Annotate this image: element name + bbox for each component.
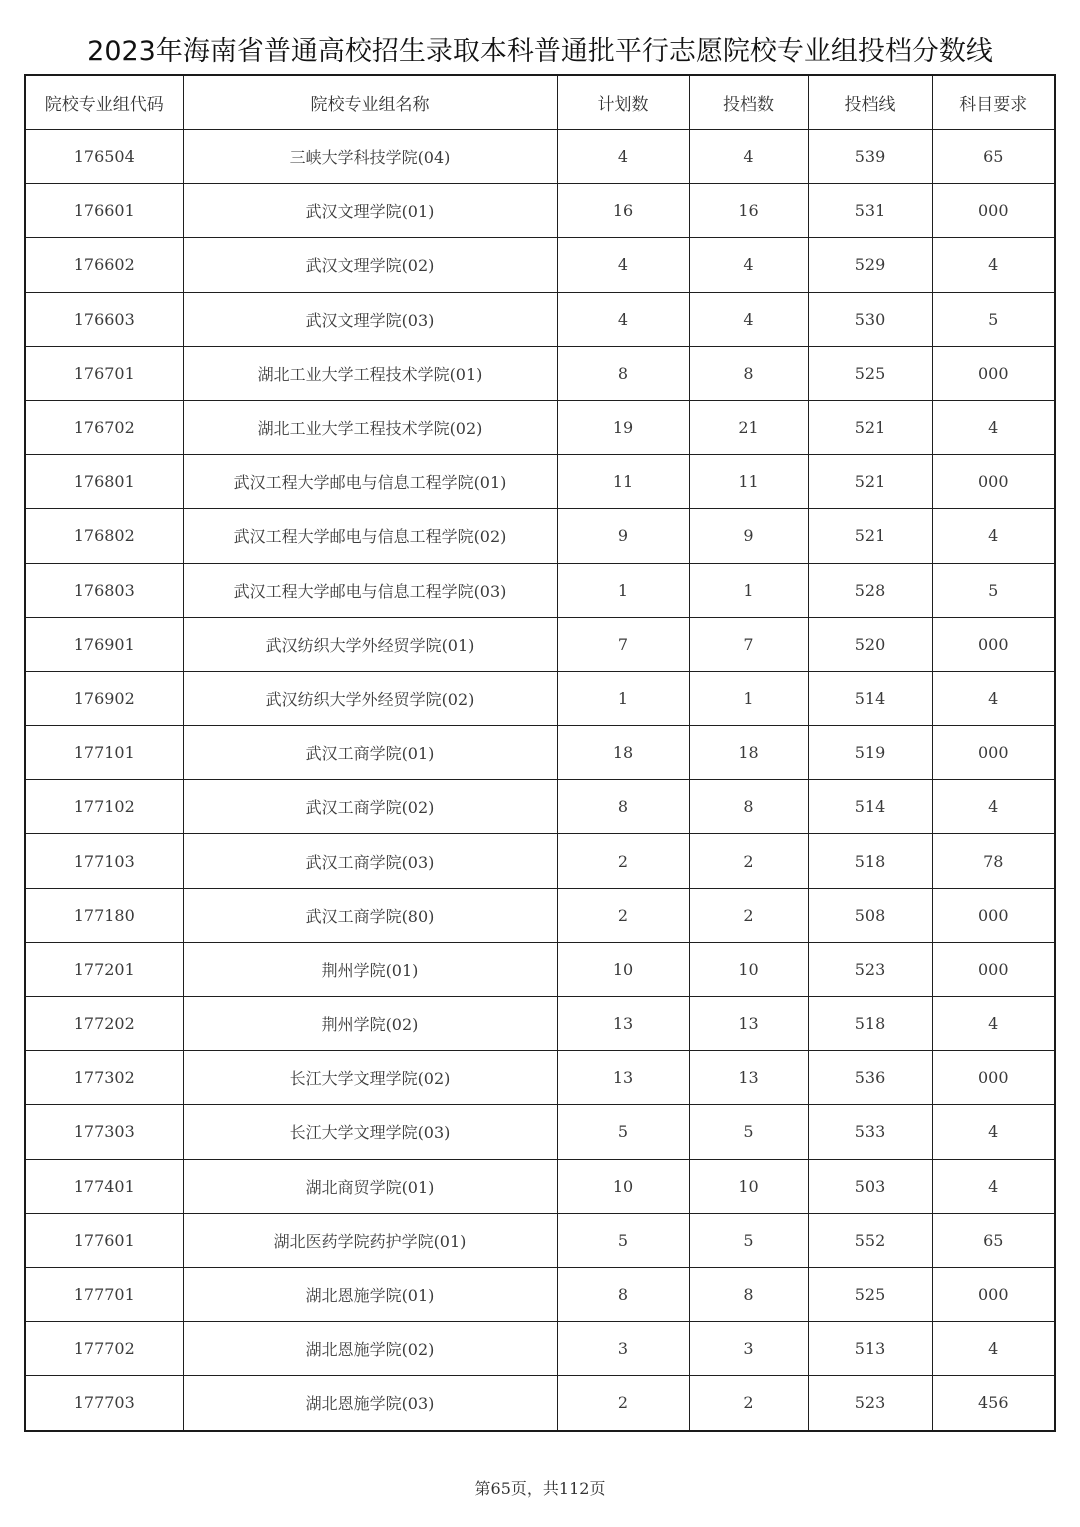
cell-admitted-count: 13 [689,997,808,1051]
cell-group-code: 177303 [25,1105,183,1159]
cell-group-name: 武汉工程大学邮电与信息工程学院(03) [183,563,557,617]
admission-score-table [24,74,1056,1432]
cell-group-code: 176802 [25,509,183,563]
cell-plan-count: 18 [557,726,689,780]
cell-plan-count: 2 [557,888,689,942]
cell-group-name: 武汉文理学院(02) [183,238,557,292]
cell-group-code: 177302 [25,1051,183,1105]
cell-plan-count: 4 [557,130,689,184]
cell-group-code: 176603 [25,292,183,346]
cell-plan-count: 7 [557,617,689,671]
table-row [25,184,1055,238]
cell-subject-requirement: 000 [932,617,1055,671]
cell-subject-requirement: 4 [932,238,1055,292]
cell-group-name: 湖北商贸学院(01) [183,1159,557,1213]
cell-group-code: 176601 [25,184,183,238]
cell-cutoff-score: 531 [808,184,932,238]
cell-admitted-count: 5 [689,1105,808,1159]
cell-group-code: 177401 [25,1159,183,1213]
cell-cutoff-score: 508 [808,888,932,942]
cell-plan-count: 8 [557,780,689,834]
cell-group-code: 177701 [25,1267,183,1321]
cell-subject-requirement: 4 [932,1105,1055,1159]
table-header-row [25,75,1055,130]
cell-subject-requirement: 4 [932,1159,1055,1213]
table-row [25,1051,1055,1105]
cell-subject-requirement: 65 [932,130,1055,184]
cell-admitted-count: 9 [689,509,808,563]
cell-group-name: 湖北恩施学院(01) [183,1267,557,1321]
cell-group-name: 武汉工程大学邮电与信息工程学院(01) [183,455,557,509]
cell-admitted-count: 3 [689,1322,808,1376]
cell-admitted-count: 2 [689,1376,808,1431]
cell-group-name: 武汉工商学院(01) [183,726,557,780]
table-body [25,130,1055,1431]
cell-cutoff-score: 514 [808,780,932,834]
cell-subject-requirement: 000 [932,455,1055,509]
cell-admitted-count: 4 [689,130,808,184]
cell-subject-requirement: 5 [932,292,1055,346]
cell-cutoff-score: 525 [808,1267,932,1321]
cell-group-name: 三峡大学科技学院(04) [183,130,557,184]
cell-plan-count: 16 [557,184,689,238]
table-row [25,455,1055,509]
cell-group-name: 湖北恩施学院(03) [183,1376,557,1431]
header-group-code: 院校专业组代码 [25,75,183,130]
cell-admitted-count: 1 [689,563,808,617]
cell-subject-requirement: 4 [932,671,1055,725]
cell-group-code: 177202 [25,997,183,1051]
cell-admitted-count: 10 [689,1159,808,1213]
cell-admitted-count: 8 [689,780,808,834]
cell-admitted-count: 2 [689,888,808,942]
cell-admitted-count: 1 [689,671,808,725]
cell-subject-requirement: 000 [932,726,1055,780]
cell-subject-requirement: 78 [932,834,1055,888]
cell-admitted-count: 10 [689,942,808,996]
cell-plan-count: 13 [557,1051,689,1105]
cell-cutoff-score: 523 [808,942,932,996]
header-cutoff-score: 投档线 [808,75,932,130]
header-group-name: 院校专业组名称 [183,75,557,130]
cell-plan-count: 2 [557,834,689,888]
table-row [25,238,1055,292]
table-row [25,292,1055,346]
cell-cutoff-score: 521 [808,509,932,563]
cell-group-name: 荆州学院(01) [183,942,557,996]
cell-group-name: 武汉工商学院(03) [183,834,557,888]
cell-subject-requirement: 4 [932,780,1055,834]
cell-subject-requirement: 4 [932,509,1055,563]
header-admitted-count: 投档数 [689,75,808,130]
table-row [25,1376,1055,1431]
table-row [25,1159,1055,1213]
cell-cutoff-score: 518 [808,834,932,888]
cell-admitted-count: 5 [689,1213,808,1267]
table-row [25,942,1055,996]
cell-subject-requirement: 000 [932,888,1055,942]
cell-cutoff-score: 525 [808,346,932,400]
table-row [25,1267,1055,1321]
cell-cutoff-score: 530 [808,292,932,346]
cell-cutoff-score: 539 [808,130,932,184]
cell-admitted-count: 11 [689,455,808,509]
cell-plan-count: 10 [557,942,689,996]
cell-cutoff-score: 503 [808,1159,932,1213]
cell-admitted-count: 4 [689,238,808,292]
cell-group-code: 177201 [25,942,183,996]
cell-admitted-count: 18 [689,726,808,780]
cell-group-name: 湖北恩施学院(02) [183,1322,557,1376]
table-row [25,834,1055,888]
table-row [25,997,1055,1051]
cell-cutoff-score: 552 [808,1213,932,1267]
cell-group-name: 长江大学文理学院(02) [183,1051,557,1105]
cell-group-code: 176901 [25,617,183,671]
table-row [25,130,1055,184]
cell-plan-count: 11 [557,455,689,509]
cell-admitted-count: 8 [689,346,808,400]
table-row [25,726,1055,780]
cell-admitted-count: 16 [689,184,808,238]
cell-group-name: 湖北工业大学工程技术学院(02) [183,400,557,454]
cell-group-code: 176801 [25,455,183,509]
cell-group-code: 177180 [25,888,183,942]
cell-plan-count: 5 [557,1105,689,1159]
cell-cutoff-score: 519 [808,726,932,780]
cell-group-name: 长江大学文理学院(03) [183,1105,557,1159]
cell-plan-count: 13 [557,997,689,1051]
cell-cutoff-score: 523 [808,1376,932,1431]
cell-group-name: 武汉文理学院(03) [183,292,557,346]
cell-admitted-count: 2 [689,834,808,888]
table-row [25,671,1055,725]
cell-group-name: 武汉工程大学邮电与信息工程学院(02) [183,509,557,563]
header-subject-requirement: 科目要求 [932,75,1055,130]
cell-subject-requirement: 000 [932,184,1055,238]
page-number: 第65页，共112页 [474,1479,606,1498]
cell-admitted-count: 13 [689,1051,808,1105]
cell-subject-requirement: 65 [932,1213,1055,1267]
cell-group-code: 177102 [25,780,183,834]
cell-group-name: 湖北工业大学工程技术学院(01) [183,346,557,400]
cell-group-name: 武汉工商学院(80) [183,888,557,942]
cell-plan-count: 19 [557,400,689,454]
cell-cutoff-score: 521 [808,400,932,454]
cell-group-name: 武汉纺织大学外经贸学院(02) [183,671,557,725]
cell-cutoff-score: 518 [808,997,932,1051]
cell-group-code: 177101 [25,726,183,780]
cell-subject-requirement: 4 [932,400,1055,454]
table-row [25,1213,1055,1267]
table-row [25,1105,1055,1159]
cell-plan-count: 1 [557,671,689,725]
cell-subject-requirement: 5 [932,563,1055,617]
cell-group-code: 177103 [25,834,183,888]
cell-subject-requirement: 000 [932,1051,1055,1105]
cell-admitted-count: 8 [689,1267,808,1321]
cell-subject-requirement: 4 [932,997,1055,1051]
cell-plan-count: 5 [557,1213,689,1267]
table-row [25,509,1055,563]
cell-cutoff-score: 529 [808,238,932,292]
cell-subject-requirement: 456 [932,1376,1055,1431]
cell-group-code: 176702 [25,400,183,454]
cell-plan-count: 4 [557,292,689,346]
cell-cutoff-score: 533 [808,1105,932,1159]
cell-cutoff-score: 514 [808,671,932,725]
cell-group-name: 湖北医药学院药护学院(01) [183,1213,557,1267]
document-title: 2023年海南省普通高校招生录取本科普通批平行志愿院校专业组投档分数线 [87,36,993,67]
cell-admitted-count: 4 [689,292,808,346]
cell-plan-count: 4 [557,238,689,292]
cell-group-code: 177601 [25,1213,183,1267]
cell-group-code: 176803 [25,563,183,617]
cell-group-code: 176902 [25,671,183,725]
cell-subject-requirement: 000 [932,942,1055,996]
cell-plan-count: 2 [557,1376,689,1431]
table-row [25,780,1055,834]
cell-group-code: 176504 [25,130,183,184]
cell-subject-requirement: 000 [932,1267,1055,1321]
cell-cutoff-score: 528 [808,563,932,617]
table-row [25,563,1055,617]
cell-group-code: 176701 [25,346,183,400]
header-plan-count: 计划数 [557,75,689,130]
cell-admitted-count: 21 [689,400,808,454]
cell-plan-count: 1 [557,563,689,617]
cell-plan-count: 10 [557,1159,689,1213]
table-row [25,346,1055,400]
cell-cutoff-score: 520 [808,617,932,671]
cell-subject-requirement: 4 [932,1322,1055,1376]
table-row [25,617,1055,671]
cell-plan-count: 8 [557,346,689,400]
cell-group-name: 荆州学院(02) [183,997,557,1051]
table-row [25,888,1055,942]
table-row [25,1322,1055,1376]
cell-plan-count: 9 [557,509,689,563]
cell-group-name: 武汉纺织大学外经贸学院(01) [183,617,557,671]
cell-admitted-count: 7 [689,617,808,671]
cell-group-code: 177703 [25,1376,183,1431]
cell-group-code: 176602 [25,238,183,292]
cell-group-code: 177702 [25,1322,183,1376]
cell-cutoff-score: 536 [808,1051,932,1105]
table-row [25,400,1055,454]
cell-cutoff-score: 513 [808,1322,932,1376]
cell-group-name: 武汉文理学院(01) [183,184,557,238]
cell-plan-count: 3 [557,1322,689,1376]
cell-plan-count: 8 [557,1267,689,1321]
cell-subject-requirement: 000 [932,346,1055,400]
cell-group-name: 武汉工商学院(02) [183,780,557,834]
cell-cutoff-score: 521 [808,455,932,509]
